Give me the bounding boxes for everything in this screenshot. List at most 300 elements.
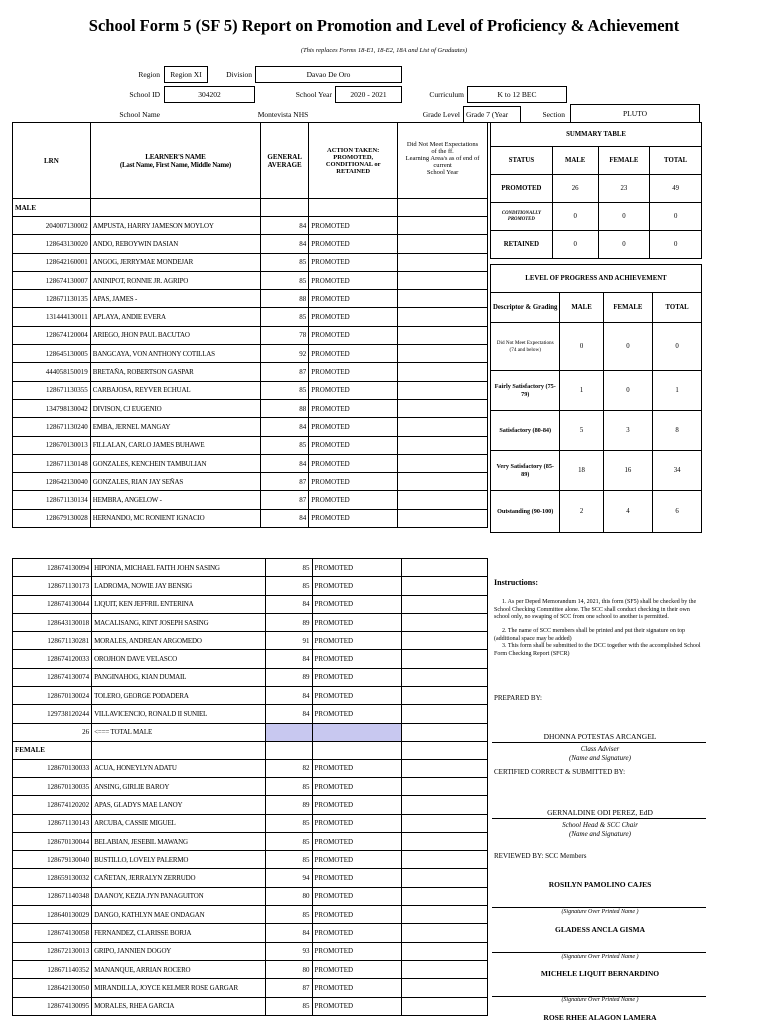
progress-descriptor-cell: Very Satisfactory (85-89) [491, 451, 560, 491]
general-average-cell: 87 [265, 979, 312, 997]
general-average-cell: 89 [265, 668, 312, 686]
learner-name-cell: ARIEGO, JHON PAUL BACUTAO [90, 326, 260, 344]
general-average-cell: 84 [261, 509, 309, 527]
did-not-meet-cell [401, 632, 487, 650]
progress-row [491, 451, 702, 491]
progress-female-cell: 0 [603, 323, 653, 371]
scc-member-3-caption: (Signature Over Printed Name ) [561, 997, 639, 1003]
general-average-cell: 84 [265, 924, 312, 942]
lrn-cell: 128670130013 [13, 436, 91, 454]
lrn-cell: 128671130173 [13, 577, 92, 595]
did-not-meet-cell [398, 381, 488, 399]
col-action-line1: ACTION TAKEN: [327, 146, 380, 154]
col-name-line2: (Last Name, First Name, Middle Name) [119, 160, 232, 169]
did-not-meet-cell [398, 253, 488, 271]
progress-female-cell: 4 [603, 491, 653, 533]
school-year-field: 2020 - 2021 [335, 86, 402, 103]
action-taken-cell: PROMOTED [309, 308, 398, 326]
division-label: Division [226, 70, 252, 79]
general-average-cell: 85 [265, 851, 312, 869]
lrn-cell: 128671130240 [13, 418, 91, 436]
school-year-label: School Year [295, 90, 332, 99]
did-not-meet-cell [398, 491, 488, 509]
general-average-cell: 85 [261, 271, 309, 289]
progress-descriptor-cell: Outstanding (90-100) [491, 491, 560, 533]
did-not-meet-cell [398, 308, 488, 326]
progress-total-cell: 34 [653, 451, 702, 491]
progress-female-cell: 16 [603, 451, 653, 491]
certified-label: CERTIFIED CORRECT & SUBMITTED BY: [494, 768, 626, 776]
col-action-line2: PROMOTED, [333, 153, 374, 161]
did-not-meet-cell [398, 473, 488, 491]
lrn-cell: 128674130058 [13, 924, 92, 942]
general-average-cell: 84 [265, 705, 312, 723]
lrn-cell: 128640130029 [13, 906, 92, 924]
table-row [13, 942, 488, 960]
action-taken-cell: PROMOTED [312, 687, 401, 705]
action-taken-cell: PROMOTED [309, 436, 398, 454]
summary-row [491, 203, 702, 231]
progress-row [491, 411, 702, 451]
action-taken-cell: PROMOTED [309, 253, 398, 271]
general-average-cell: 84 [265, 687, 312, 705]
action-taken-cell: PROMOTED [312, 595, 401, 613]
female-section-row [13, 741, 488, 759]
lrn-cell: 128674130044 [13, 595, 92, 613]
col-average [261, 123, 309, 199]
progress-male-cell: 2 [560, 491, 603, 533]
head-role-sub: (Name and Signature) [569, 830, 631, 838]
scc-member-2-name: GLADESS ANCLA GISMA [554, 925, 646, 934]
col-dnm-line2: of the ff. [431, 148, 454, 155]
learner-name-cell: MORALES, RHEA GARCIA [92, 997, 266, 1015]
general-average-cell: 82 [265, 759, 312, 777]
progress-total-cell: 8 [653, 411, 702, 451]
did-not-meet-cell [401, 687, 487, 705]
learner-name-cell: MORALES, ANDREAN ARGOMEDO [92, 632, 266, 650]
lrn-cell: 444058150019 [13, 363, 91, 381]
did-not-meet-cell [398, 235, 488, 253]
table-row [13, 577, 488, 595]
general-average-cell: 85 [265, 777, 312, 795]
general-average-cell: 88 [261, 399, 309, 417]
general-average-cell: 85 [265, 559, 312, 577]
adviser-signature-line [492, 742, 706, 743]
lrn-cell: 128674120033 [13, 650, 92, 668]
learner-name-cell: ARCUBA, CASSIE MIGUEL [92, 814, 266, 832]
instruction-2: 2. The name of SCC members shall be printed and put their signature on top (additional space may be added) [494, 628, 686, 642]
action-taken-cell: PROMOTED [312, 814, 401, 832]
general-average-cell: 85 [261, 253, 309, 271]
did-not-meet-cell [401, 814, 487, 832]
action-taken-cell: PROMOTED [312, 869, 401, 887]
table-row [13, 613, 488, 631]
progress-header-male: MALE [560, 293, 603, 323]
did-not-meet-cell [401, 613, 487, 631]
progress-header-desc: Descriptor & Grading [491, 293, 560, 323]
did-not-meet-cell [398, 399, 488, 417]
did-not-meet-cell [401, 595, 487, 613]
general-average-cell: 85 [265, 997, 312, 1015]
lrn-cell: 129738120244 [13, 705, 92, 723]
learner-table-page1 [12, 122, 488, 528]
table-row [13, 399, 488, 417]
action-taken-cell: PROMOTED [309, 235, 398, 253]
female-section-label: FEMALE [13, 741, 92, 759]
did-not-meet-cell [398, 509, 488, 527]
action-taken-cell: PROMOTED [312, 559, 401, 577]
progress-female-cell: 3 [603, 411, 653, 451]
did-not-meet-cell [401, 559, 487, 577]
table-row [13, 271, 488, 289]
summary-total-cell: 49 [650, 175, 702, 203]
action-taken-cell: PROMOTED [312, 924, 401, 942]
summary-male-cell: 0 [552, 203, 598, 231]
progress-male-cell: 5 [560, 411, 603, 451]
learner-name-cell: CAÑETAN, JERRALYN ZERRUDO [92, 869, 266, 887]
did-not-meet-cell [401, 777, 487, 795]
progress-header-total: TOTAL [653, 293, 702, 323]
table-row [13, 595, 488, 613]
general-average-cell: 84 [265, 650, 312, 668]
total-male-label: <=== TOTAL MALE [92, 723, 266, 741]
lrn-cell: 128679130040 [13, 851, 92, 869]
lrn-cell: 128643130018 [13, 613, 92, 631]
did-not-meet-cell [401, 759, 487, 777]
general-average-cell: 85 [261, 381, 309, 399]
lrn-cell: 128643130020 [13, 235, 91, 253]
action-taken-cell: PROMOTED [312, 997, 401, 1015]
learner-name-cell: GONZALES, RIAN JAY SEÑAS [90, 473, 260, 491]
general-average-cell: 85 [261, 308, 309, 326]
learner-name-cell: APAS, JAMES - [90, 290, 260, 308]
did-not-meet-cell [401, 650, 487, 668]
total-male-row [13, 723, 488, 741]
lrn-cell: 128674120004 [13, 326, 91, 344]
region-label: Region [138, 70, 160, 79]
progress-row [491, 371, 702, 411]
table-row [13, 851, 488, 869]
lrn-cell: 128670130024 [13, 687, 92, 705]
scc-member-3-name: MICHELE LIQUIT BERNARDINO [540, 969, 660, 978]
school-id-label: School ID [129, 90, 160, 99]
summary-header-total: TOTAL [650, 147, 702, 175]
learner-name-cell: PANGINAHOG, KIAN DUMAIL [92, 668, 266, 686]
table-row [13, 235, 488, 253]
learner-name-cell: APAS, GLADYS MAE LANOY [92, 796, 266, 814]
did-not-meet-cell [401, 851, 487, 869]
grade-level-field: Grade 7 (Year [463, 106, 521, 123]
table-row [13, 454, 488, 472]
school-name-field: Montevista NHS [164, 106, 402, 123]
action-taken-cell: PROMOTED [309, 345, 398, 363]
learner-name-cell: ACUA, HONEYLYN ADATU [92, 759, 266, 777]
lrn-cell: 128670130035 [13, 777, 92, 795]
learner-name-cell: DIVISON, CJ EUGENIO [90, 399, 260, 417]
general-average-cell: 85 [265, 906, 312, 924]
col-action-line3: CONDITIONAL or [325, 160, 381, 168]
learner-name-cell: DANGO, KATHLYN MAE ONDAGAN [92, 906, 266, 924]
summary-female-cell: 23 [598, 175, 650, 203]
learner-name-cell: ANDO, REBOYWIN DASIAN [90, 235, 260, 253]
scc-member-1-caption: (Signature Over Printed Name ) [561, 909, 639, 915]
table-row [13, 814, 488, 832]
did-not-meet-cell [398, 290, 488, 308]
instructions-title: Instructions: [494, 578, 539, 587]
lrn-cell: 128671140348 [13, 887, 92, 905]
table-row [13, 345, 488, 363]
general-average-cell: 84 [261, 217, 309, 235]
lrn-cell: 128674130094 [13, 559, 92, 577]
col-dnm-line1: Did Not Meet Expectations [406, 141, 479, 148]
did-not-meet-cell [401, 924, 487, 942]
general-average-cell: 91 [265, 632, 312, 650]
learner-table-page2 [12, 558, 488, 1016]
action-taken-cell: PROMOTED [309, 290, 398, 308]
summary-header-status: STATUS [491, 147, 553, 175]
curriculum-field: K to 12 BEC [467, 86, 567, 103]
grade-level-label: Grade Level [422, 110, 460, 119]
progress-female-cell: 0 [603, 371, 653, 411]
general-average-cell: 84 [261, 235, 309, 253]
scc-member-2-caption: (Signature Over Printed Name ) [561, 954, 639, 960]
learner-name-cell: CARBAJOSA, REYVER ECHUAL [90, 381, 260, 399]
total-male-count: 26 [13, 723, 92, 741]
general-average-cell: 88 [261, 290, 309, 308]
action-taken-cell: PROMOTED [309, 326, 398, 344]
summary-male-cell: 0 [552, 231, 598, 259]
summary-row [491, 231, 702, 259]
lrn-cell: 128671130143 [13, 814, 92, 832]
table-row [13, 436, 488, 454]
table-row [13, 326, 488, 344]
table-row [13, 759, 488, 777]
learner-name-cell: OROJHON DAVE VELASCO [92, 650, 266, 668]
section-label: Section [542, 110, 565, 119]
summary-male-cell: 26 [552, 175, 598, 203]
did-not-meet-cell [401, 869, 487, 887]
col-lrn: LRN [13, 123, 91, 199]
col-dnm-line5: School Year [426, 169, 459, 176]
scc-member-1-line [492, 907, 706, 908]
table-row [13, 924, 488, 942]
general-average-cell: 78 [261, 326, 309, 344]
summary-female-cell: 0 [598, 231, 650, 259]
action-taken-cell: PROMOTED [309, 381, 398, 399]
action-taken-cell: PROMOTED [312, 705, 401, 723]
general-average-cell: 89 [265, 796, 312, 814]
general-average-cell: 84 [261, 418, 309, 436]
learner-name-cell: MIRANDILLA, JOYCE KELMER ROSE GARGAR [92, 979, 266, 997]
table-row [13, 253, 488, 271]
col-did-not-meet [398, 123, 488, 199]
action-taken-cell: PROMOTED [309, 509, 398, 527]
action-taken-cell: PROMOTED [309, 454, 398, 472]
adviser-role-sub: (Name and Signature) [569, 754, 631, 762]
learner-name-cell: ANGOG, JERRYMAE MONDEJAR [90, 253, 260, 271]
section-field: PLUTO [570, 104, 700, 123]
table-row [13, 418, 488, 436]
action-taken-cell: PROMOTED [312, 632, 401, 650]
col-dnm-line3: Learning Area/s as of end of [405, 155, 480, 162]
did-not-meet-cell [401, 796, 487, 814]
summary-status-cell: RETAINED [491, 231, 553, 259]
progress-total-cell: 6 [653, 491, 702, 533]
table-row [13, 997, 488, 1015]
general-average-cell: 89 [265, 613, 312, 631]
head-name: GERNALDINE ODI PEREZ, EdD [547, 808, 653, 817]
table-row [13, 290, 488, 308]
lrn-cell: 128672130013 [13, 942, 92, 960]
table-row [13, 559, 488, 577]
col-average-line2: AVERAGE [267, 160, 302, 169]
table-row [13, 491, 488, 509]
table-row [13, 906, 488, 924]
general-average-cell: 87 [261, 491, 309, 509]
progress-male-cell: 0 [560, 323, 603, 371]
general-average-cell: 92 [261, 345, 309, 363]
lrn-cell: 128671130355 [13, 381, 91, 399]
progress-total-cell: 0 [653, 323, 702, 371]
lrn-cell: 128671140352 [13, 960, 92, 978]
col-action [309, 123, 398, 199]
instruction-1: 1. As per Deped Memorandum 14, 2021, this form (SF5) shall be checked by the School Checking Committee alone. The SCC shall conduct checking in their own school only, no swaping of SCC from one school to another is permitted. [494, 599, 697, 620]
learner-name-cell: VILLAVICENCIO, RONALD II SUNIEL [92, 705, 266, 723]
progress-row [491, 323, 702, 371]
lrn-cell: 128642130050 [13, 979, 92, 997]
total-male-empty [401, 723, 487, 741]
lrn-cell: 128671130148 [13, 454, 91, 472]
general-average-cell: 84 [265, 595, 312, 613]
summary-female-cell: 0 [598, 203, 650, 231]
learner-name-cell: APLAYA, ANDIE EVERA [90, 308, 260, 326]
learner-name-cell: HEMBRA, ANGELOW - [90, 491, 260, 509]
action-taken-cell: PROMOTED [312, 759, 401, 777]
lrn-cell: 128674130095 [13, 997, 92, 1015]
learner-name-cell: AMPUSTA, HARRY JAMESON MOYLOY [90, 217, 260, 235]
did-not-meet-cell [398, 418, 488, 436]
lrn-cell: 128670130044 [13, 832, 92, 850]
general-average-cell: 80 [265, 887, 312, 905]
summary-row [491, 175, 702, 203]
table-row [13, 687, 488, 705]
did-not-meet-cell [401, 832, 487, 850]
scc-member-1-name: ROSILYN PAMOLINO CAJES [548, 880, 652, 889]
adviser-name: DHONNA POTESTAS ARCANGEL [543, 732, 657, 741]
region-field: Region XI [164, 66, 208, 83]
lrn-cell: 128642160001 [13, 253, 91, 271]
scc-member-4-name: ROSE RHEE ALAGON LAMERA [543, 1013, 657, 1022]
table-row [13, 869, 488, 887]
progress-row [491, 491, 702, 533]
action-taken-cell: PROMOTED [309, 399, 398, 417]
total-male-shaded-1 [265, 723, 312, 741]
progress-header-female: FEMALE [603, 293, 653, 323]
lrn-cell: 128674120202 [13, 796, 92, 814]
general-average-cell: 87 [261, 363, 309, 381]
total-male-shaded-2 [312, 723, 401, 741]
learner-name-cell: HERNANDO, MC RONIENT IGNACIO [90, 509, 260, 527]
col-action-line4: RETAINED [336, 167, 371, 175]
action-taken-cell: PROMOTED [309, 271, 398, 289]
summary-table [490, 122, 702, 259]
did-not-meet-cell [401, 960, 487, 978]
learner-name-cell: DAANOY, KEZIA JYN PANAGUITON [92, 887, 266, 905]
learner-name-cell: BUSTILLO, LOVELY PALERMO [92, 851, 266, 869]
general-average-cell: 80 [265, 960, 312, 978]
action-taken-cell: PROMOTED [309, 217, 398, 235]
did-not-meet-cell [401, 668, 487, 686]
progress-descriptor-cell: Fairly Satisfactory (75-79) [491, 371, 560, 411]
table-row [13, 832, 488, 850]
progress-descriptor-cell: Did Not Meet Expectations (74 and below) [491, 323, 560, 371]
action-taken-cell: PROMOTED [312, 960, 401, 978]
adviser-role: Class Adviser [580, 745, 620, 753]
scc-member-2-line [492, 952, 706, 953]
learner-name-cell: BANGCAYA, VON ANTHONY COTILLAS [90, 345, 260, 363]
school-name-label: School Name [119, 110, 160, 119]
learner-name-cell: HIPONIA, MICHAEL FAITH JOHN SASING [92, 559, 266, 577]
prepared-by-label: PREPARED BY: [494, 694, 542, 702]
did-not-meet-cell [398, 345, 488, 363]
learner-name-cell: EMBA, JERNEL MANGAY [90, 418, 260, 436]
col-name [90, 123, 260, 199]
action-taken-cell: PROMOTED [312, 851, 401, 869]
did-not-meet-cell [401, 906, 487, 924]
reviewed-label: REVIEWED BY: SCC Members [494, 852, 587, 860]
form-subtitle: (This replaces Forms 18-E1, 18-E2, 18A and List of Graduates) [300, 47, 468, 54]
did-not-meet-cell [401, 979, 487, 997]
action-taken-cell: PROMOTED [312, 942, 401, 960]
table-row [13, 668, 488, 686]
curriculum-label: Curriculum [429, 90, 464, 99]
did-not-meet-cell [398, 436, 488, 454]
lrn-cell: 134798130042 [13, 399, 91, 417]
col-dnm-line4: current [433, 162, 452, 169]
action-taken-cell: PROMOTED [312, 577, 401, 595]
general-average-cell: 85 [261, 436, 309, 454]
progress-total-cell: 1 [653, 371, 702, 411]
head-signature-line [492, 818, 706, 819]
did-not-meet-cell [398, 363, 488, 381]
learner-name-cell: MANANQUE, ARRIAN ROCERO [92, 960, 266, 978]
summary-total-cell: 0 [650, 231, 702, 259]
action-taken-cell: PROMOTED [312, 979, 401, 997]
lrn-cell: 128674130074 [13, 668, 92, 686]
lrn-cell: 128671130134 [13, 491, 91, 509]
general-average-cell: 85 [265, 814, 312, 832]
action-taken-cell: PROMOTED [309, 491, 398, 509]
lrn-cell: 204007130002 [13, 217, 91, 235]
lrn-cell: 128674130007 [13, 271, 91, 289]
did-not-meet-cell [401, 887, 487, 905]
action-taken-cell: PROMOTED [312, 887, 401, 905]
learner-name-cell: ANINIPOT, RONNIE JR. AGRIPO [90, 271, 260, 289]
did-not-meet-cell [401, 997, 487, 1015]
action-taken-cell: PROMOTED [309, 418, 398, 436]
did-not-meet-cell [398, 326, 488, 344]
learner-name-cell: BELABIAN, JESEBIL MAWANG [92, 832, 266, 850]
division-field: Davao De Oro [255, 66, 402, 83]
action-taken-cell: PROMOTED [312, 832, 401, 850]
form-title: School Form 5 (SF 5) Report on Promotion and Level of Proficiency & Achievement [88, 16, 680, 35]
general-average-cell: 84 [261, 454, 309, 472]
did-not-meet-cell [401, 942, 487, 960]
table-row [13, 705, 488, 723]
table-row [13, 960, 488, 978]
table-row [13, 381, 488, 399]
lrn-cell: 131444130011 [13, 308, 91, 326]
